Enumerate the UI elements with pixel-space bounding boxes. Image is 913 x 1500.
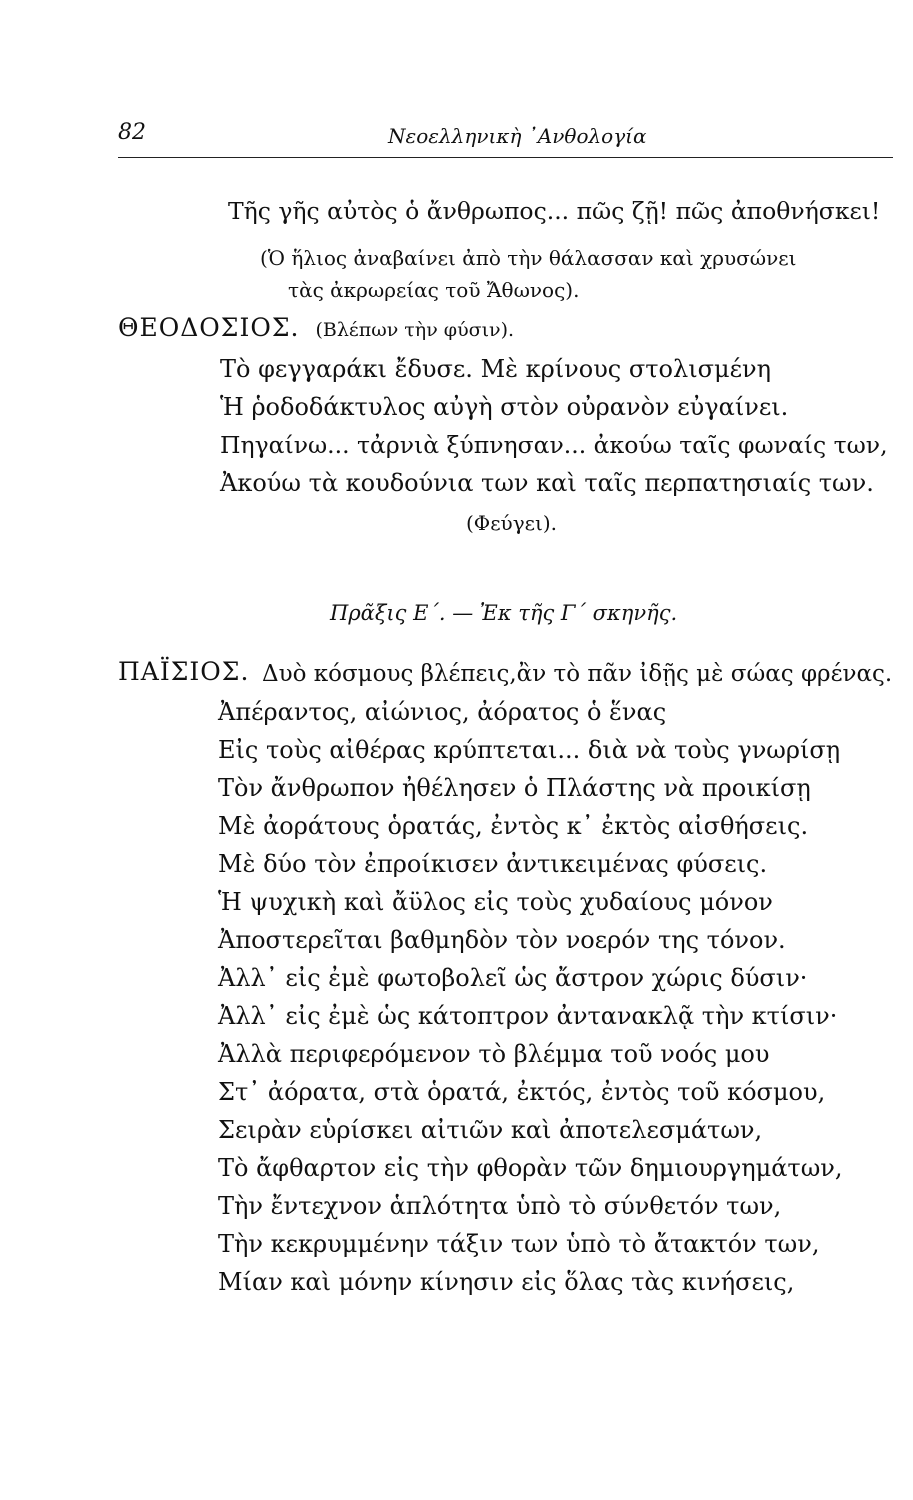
verse-line: Στ᾿ ἀόρατα, στὰ ὁρατά, ἐκτός, ἐντὸς τοῦ κόσμου, — [218, 1078, 826, 1106]
verse-line: Τὸ ἄφθαρτον εἰς τὴν φθορὰν τῶν δημιουργημάτων, — [218, 1154, 843, 1182]
stage-direction: (Βλέπων τὴν φύσιν). — [315, 319, 515, 341]
speaker-line — [118, 313, 514, 345]
verse-line: Ἀκούω τὰ κουδούνια των καὶ ταῖς περπατησιαίς των. — [220, 469, 874, 497]
page-header — [118, 120, 893, 160]
verse-line: Τὴν κεκρυμμένην τάξιν των ὑπὸ τὸ ἄτακτόν των, — [218, 1230, 820, 1258]
speaker-name: ΠΑΪΣΙΟΣ. — [118, 657, 250, 686]
verse-line: Τῆς γῆς αὐτὸς ὁ ἄνθρωπος... πῶς ζῇ! πῶς ἀποθνήσκει! — [228, 197, 881, 225]
act-heading: Πρᾶξις Ε΄. — Ἐκ τῆς Γ΄ σκηνῆς. — [330, 601, 678, 625]
verse-line: Ἡ ψυχικὴ καὶ ἄϋλος εἰς τοὺς χυδαίους μόνον — [218, 888, 773, 916]
stage-direction: τὰς ἀκρωρείας τοῦ Ἄθωνος). — [288, 278, 580, 302]
header-rule — [118, 157, 893, 158]
verse-line: Τὸ φεγγαράκι ἔδυσε. Μὲ κρίνους στολισμένη — [220, 355, 771, 383]
speaker-name: ΘΕΟΔΟΣΙΟΣ. — [118, 313, 300, 342]
stage-direction: (Φεύγει). — [466, 511, 558, 535]
verse-line: Ἀλλ᾿ εἰς ἐμὲ ὡς κάτοπτρον ἀντανακλᾷ τὴν κτίσιν· — [218, 1002, 838, 1030]
verse-line: Σειρὰν εὑρίσκει αἰτιῶν καὶ ἀποτελεσμάτων, — [218, 1116, 763, 1144]
verse-line: Μὲ δύο τὸν ἐπροίκισεν ἀντικειμένας φύσεις. — [218, 850, 768, 878]
verse-line: Μὲ ἀοράτους ὁρατάς, ἐντὸς κ᾿ ἐκτὸς αἰσθήσεις. — [218, 812, 809, 840]
verse-line: Πηγαίνω... τἀρνιὰ ξύπνησαν... ἀκούω ταῖς φωναίς των, — [220, 431, 888, 459]
verse-line: Τὸν ἄνθρωπον ἠθέλησεν ὁ Πλάστης νὰ προικίσῃ — [218, 774, 811, 802]
verse-line: Ἡ ῥοδοδάκτυλος αὐγὴ στὸν οὐρανὸν εὐγαίνει. — [220, 393, 789, 421]
stage-direction: (Ὁ ἥλιος ἀναβαίνει ἀπὸ τὴν θάλασσαν καὶ χρυσώνει — [260, 246, 797, 270]
verse-line: Ἀλλ᾿ εἰς ἐμὲ φωτοβολεῖ ὡς ἄστρον χώρις δύσιν· — [218, 964, 808, 992]
running-title: Νεοελληνικὴ ᾿Ανθολογία — [388, 124, 647, 148]
verse-line: Ἀποστερεῖται βαθμηδὸν τὸν νοερόν της τόνον. — [218, 926, 786, 954]
verse-line: Δυὸ κόσμους βλέπεις,ἂν τὸ πᾶν ἰδῇς μὲ σώας φρένας. — [262, 661, 893, 687]
verse-line: Μίαν καὶ μόνην κίνησιν εἰς ὅλας τὰς κινήσεις, — [218, 1268, 795, 1296]
page-number: 82 — [118, 120, 146, 145]
verse-line: Εἰς τοὺς αἰθέρας κρύπτεται... διὰ νὰ τοὺς γνωρίσῃ — [218, 736, 841, 764]
verse-line: Ἀλλὰ περιφερόμενον τὸ βλέμμα τοῦ νοός μου — [218, 1040, 770, 1068]
verse-line: Ἀπέραντος, αἰώνιος, ἀόρατος ὁ ἕνας — [218, 698, 667, 726]
verse-line: Τὴν ἔντεχνον ἁπλότητα ὑπὸ τὸ σύνθετόν των, — [218, 1192, 782, 1220]
